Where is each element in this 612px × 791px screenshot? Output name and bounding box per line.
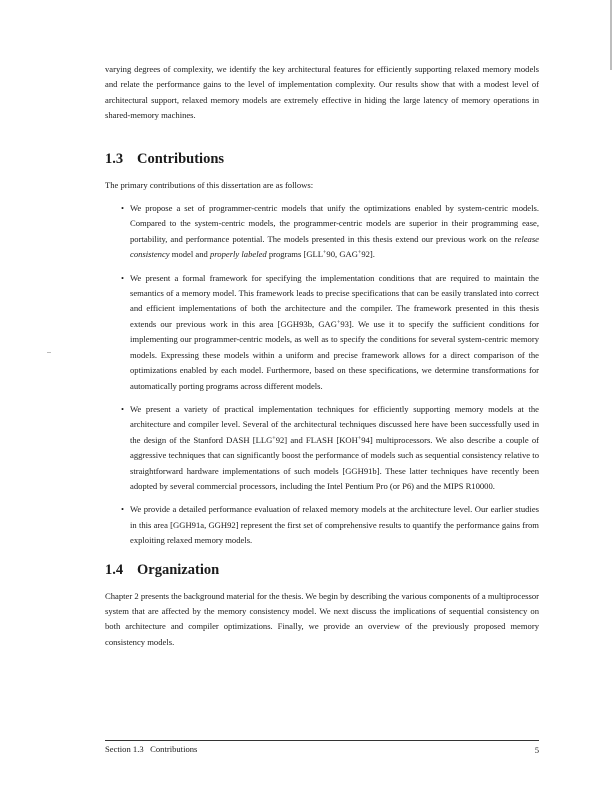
list-item-text: We provide a detailed performance evaluation of relaxed memory models at the architecture level. Our earlier studies in this area [GGH91a, GGH92] represent the first set of comprehensive results to quantify the performance gains from exploiting relaxed memory models.	[130, 504, 539, 546]
list-item	[105, 502, 539, 548]
list-item	[105, 402, 539, 494]
list-item-text: We present a formal framework for specifying the implementation conditions that are required to maintain the semantics of a memory model. This framework leads to precise specifications that can be easily translated into correct and efficient implementations of both the architecture and the compiler. The framework presented in this thesis extends our previous work in this area [GGH93b, GAG+93]. We use it to specify the sufficient conditions for implementing our programmer-centric models, as well as to specify the conditions for several system-centric memory models. Expressing these models within a uniform and precise framework allows for a direct comparison of the optimizations enabled by each model. Furthermore, based on these specifications, we determine transformations for automatically porting programs across different models.	[130, 272, 539, 391]
intro-paragraph: varying degrees of complexity, we identify the key architectural features for efficiently supporting relaxed memory models and relate the performance gains to the level of implementation complexity. Our results show that with a modest level of architectural support, relaxed memory models are extremely effective in hiding the large latency of memory operations in shared-memory machines.	[105, 64, 539, 121]
section-heading-contributions	[105, 150, 539, 168]
bullet-icon: •	[121, 504, 125, 515]
emphasis-term: properly labeled	[209, 249, 267, 260]
list-item	[105, 201, 539, 263]
contributions-lead: The primary contributions of this dissertation are as follows:	[105, 179, 314, 190]
contributions-list	[105, 201, 539, 549]
section-title: Organization	[137, 561, 220, 578]
page-footer	[105, 740, 539, 756]
section-number: 1.3	[105, 150, 124, 167]
list-item	[105, 271, 539, 394]
bullet-icon: •	[121, 203, 125, 214]
emphasis-term: release consistency	[130, 233, 539, 260]
page-content	[105, 62, 539, 650]
list-item-text: We propose a set of programmer-centric models that unify the optimizations enabled by system-centric models. Compared to the system-centric models, the programmer-centric models are superior in their programming ease, portability, and performance potential. The models presented in this thesis extend our previous work on the release consistency model and properly labeled programs [GLL+90, GAG+92].	[130, 203, 539, 260]
section-number: 1.4	[105, 561, 124, 578]
section-heading-organization	[105, 561, 539, 579]
bullet-icon: •	[121, 403, 125, 414]
section-title: Contributions	[137, 150, 225, 167]
footer-title: Contributions	[150, 744, 198, 754]
bullet-icon: •	[121, 272, 125, 283]
page-number: 5	[534, 745, 539, 755]
organization-paragraph: Chapter 2 presents the background material for the thesis. We begin by describing the various components of a multiprocessor system that are affected by the memory consistency model. We next discuss the implications of sequential consistency on both architecture and compiler optimizations. Finally, we provide an overview of the previously proposed memory consistency models.	[105, 590, 539, 647]
list-item-text: We present a variety of practical implementation techniques for efficiently supporting memory models at the architecture and compiler level. Several of the architectural techniques discussed here have been successfully used in the design of the Stanford DASH [LLG+92] and FLASH [KOH+94] multiprocessors. We also describe a couple of aggressive techniques that can significantly boost the performance of models such as sequential consistency relative to straightforward hardware implementations of such models [GGH91b]. These latter techniques have recently been adopted by several commercial processors, including the Intel Pentium Pro (or P6) and the MIPS R10000.	[130, 403, 540, 491]
footer-section: Section 1.3	[105, 744, 144, 754]
margin-speck	[47, 352, 51, 353]
